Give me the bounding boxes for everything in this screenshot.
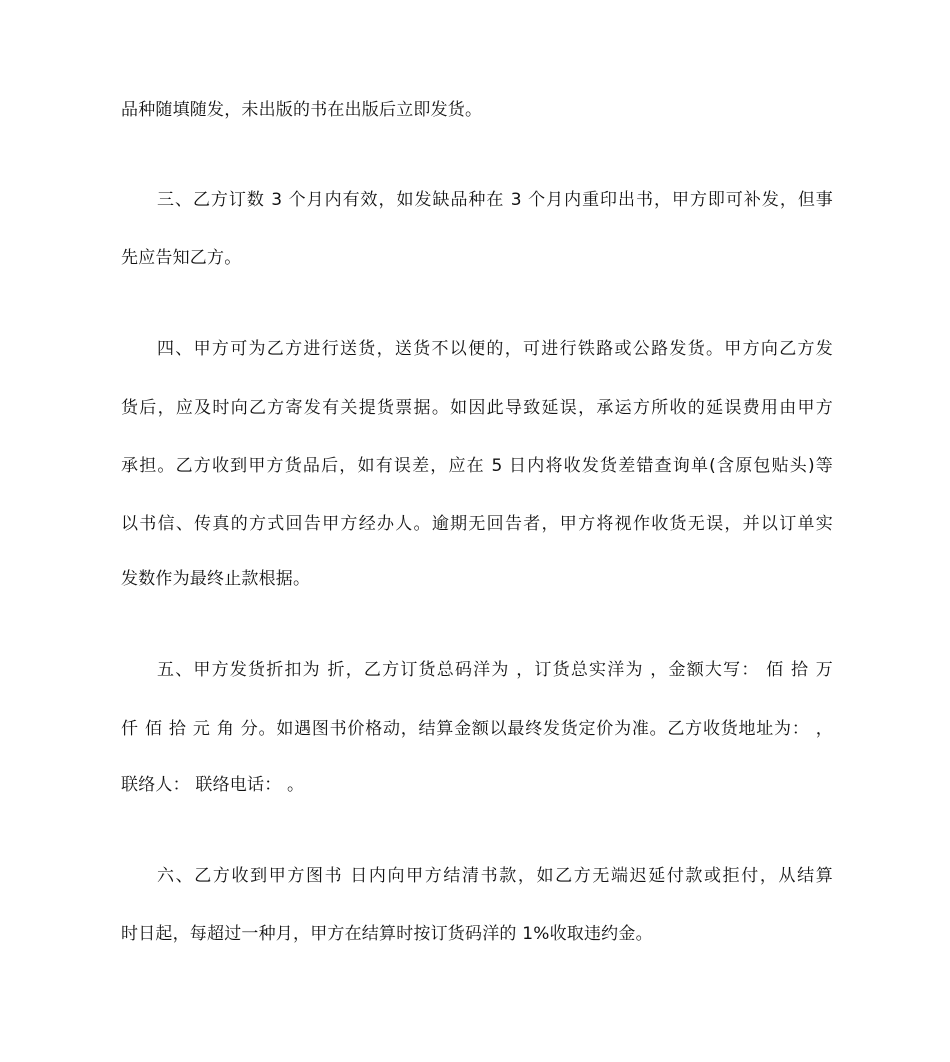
- clause-3-line-2: 先应告知乙方。: [121, 248, 242, 268]
- paragraph-2-end-line: 品种随填随发，未出版的书在出版后立即发货。: [121, 100, 483, 120]
- clause-6-line-2: 时日起，每超过一种月，甲方在结算时按订货码洋的 1%收取违约金。: [121, 924, 653, 944]
- clause-4-line-1: 四、甲方可为乙方进行送货，送货不以便的，可进行铁路或公路发货。甲方向乙方发: [157, 339, 833, 359]
- clause-4-line-3: 承担。乙方收到甲方货品后，如有误差，应在 5 日内将收发货差错查询单(含原包贴头)等: [121, 456, 833, 476]
- clause-6-line-1: 六、乙方收到甲方图书 日内向甲方结清书款，如乙方无端迟延付款或拒付，从结算: [157, 866, 833, 886]
- clause-3-line-1: 三、乙方订数 3 个月内有效，如发缺品种在 3 个月内重印出书，甲方即可补发，但事: [157, 190, 833, 210]
- clause-4-line-4: 以书信、传真的方式回告甲方经办人。逾期无回告者，甲方将视作收货无误，并以订单实: [121, 514, 833, 534]
- clause-5-line-3: 联络人： 联络电话： 。: [121, 775, 305, 795]
- clause-5-line-1: 五、甲方发货折扣为 折，乙方订货总码洋为 ，订货总实洋为 ，金额大写： 佰 拾 万: [157, 660, 833, 680]
- clause-4-line-2: 货后，应及时向乙方寄发有关提货票据。如因此导致延误，承运方所收的延误费用由甲方: [121, 398, 833, 418]
- clause-5-line-2: 仟 佰 拾 元 角 分。如遇图书价格动，结算金额以最终发货定价为准。乙方收货地址为： ，: [121, 719, 833, 739]
- clause-4-line-5: 发数作为最终止款根据。: [121, 569, 311, 589]
